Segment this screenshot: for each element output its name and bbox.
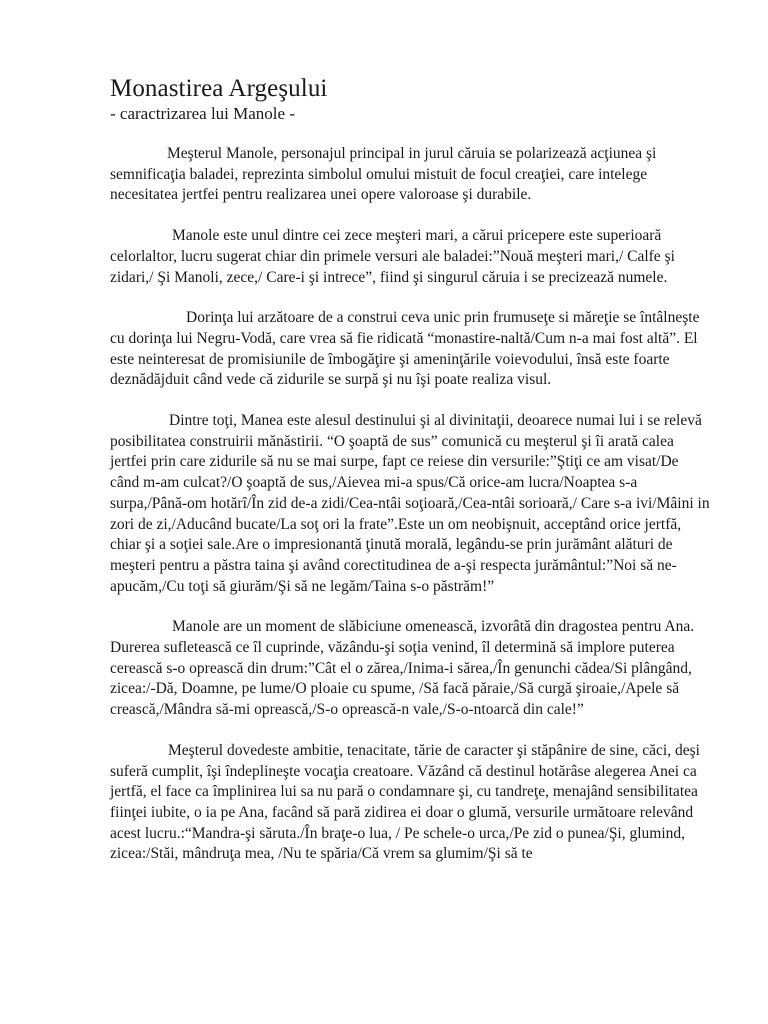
paragraph-3: Dorinţa lui arzătoare de a construi ceva unic prin frumuseţe si măreţie se întâlneşte cu dorinţa lui Negru-Vodă, care vrea să fie ridicată “monastire-naltă/Cum n-a mai fost altă”. El este neinteresat de promisiunile de îmbogăţire şi ameninţările voievodului, însă este foarte deznădăjduit când vede că zidurile se surpă şi nu îşi poate realiza visul. xyxy=(110,309,700,389)
document-page xyxy=(110,74,710,885)
paragraph-5: Manole are un moment de slăbiciune omenească, izvorâtă din dragostea pentru Ana. Durerea sufletească ce îl cuprinde, văzându-şi soţia venind, îl determină să implore puterea cerească s-o oprească din drum:”Cât el o zărea,/Inima-i sărea,/În genunchi cădea/Si plângând, zicea:/-Dă, Doamne, pe lume/O ploaie cu spume, /Să facă păraie,/Să curgă şiroaie,/Apele să crească,/Mândra să-mi oprească,/S-o oprească-n vale,/S-o-ntoarcă din cale!” xyxy=(110,618,695,719)
paragraph-6: Meşterul dovedeste ambitie, tenacitate, tărie de caracter şi stăpânire de sine, căci, deşi suferă cumplit, îşi îndeplineşte vocaţia creatoare. Văzând că destinul hotărâse alegerea Anei ca jertfă, el face ca împlinirea lui sa nu pară o condamnare şi, cu tandreţe, menajând sensibilitatea fiinţei iubite, o ia pe Ana, facând să pară zidirea ei doar o glumă, versurile următoare relevând acest lucru.:“Mandra-şi săruta./În braţe-o lua, / Pe schele-o urca,/Pe zid o punea/Şi, glumind, zicea:/Stăi, mândruţa mea, /Nu te spăria/Că vrem sa glumim/Şi să te xyxy=(110,741,700,863)
paragraph-4: Dintre toţi, Manea este alesul destinului şi al divinitaţii, deoarece numai lui i se relevă posibilitatea construirii mănăstirii. “O şoaptă de sus” comunică cu meşterul şi îi arată calea jertfei prin care zidurile să nu se mai surpe, fapt ce reiese din versurile:”Ştiţi ce am visat/De când m-am culcat?/O şoaptă de sus,/Aievea mi-a spus/Că orice-am lucra/Noaptea s-a surpa,/Până-om hotărî/În zid de-a zidi/Cea-ntâi soţioară,/Cea-ntâi sorioară,/ Care s-a ivi/Mâini in zori de zi,/Aducând bucate/La soţ ori la frate”.Este un om neobişnuit, acceptând orice jertfă, chiar şi a soţiei sale.Are o impresionantă ţinută morală, legându-se prin jurământ alături de meşteri pentru a păstra taina şi având corectitudinea de a-şi respecta jurământul:”Noi să ne-apucăm,/Cu toţi să giurăm/Şi să ne legăm/Taina s-o păstrăm!” xyxy=(110,412,710,595)
paragraph-2: Manole este unul dintre cei zece meşteri mari, a cărui pricepere este superioară celorlaltor, lucru sugerat chiar din primele versuri ale baladei:”Nouă meşteri mari,/ Calfe şi zidari,/ Şi Manoli, zece,/ Care-i şi intrece”, fiind şi singurul căruia i se precizează numele. xyxy=(110,227,675,286)
paragraph-1: Meşterul Manole, personajul principal in jurul căruia se polarizează acţiunea şi semnificaţia baladei, reprezinta simbolul omului mistuit de focul creaţiei, care intelege necesitatea jertfei pentru realizarea unei opere valoroase şi durabile. xyxy=(110,145,657,204)
document-subtitle: - caractrizarea lui Manole - xyxy=(110,104,295,123)
document-title: Monastirea Argeşului xyxy=(110,75,328,102)
